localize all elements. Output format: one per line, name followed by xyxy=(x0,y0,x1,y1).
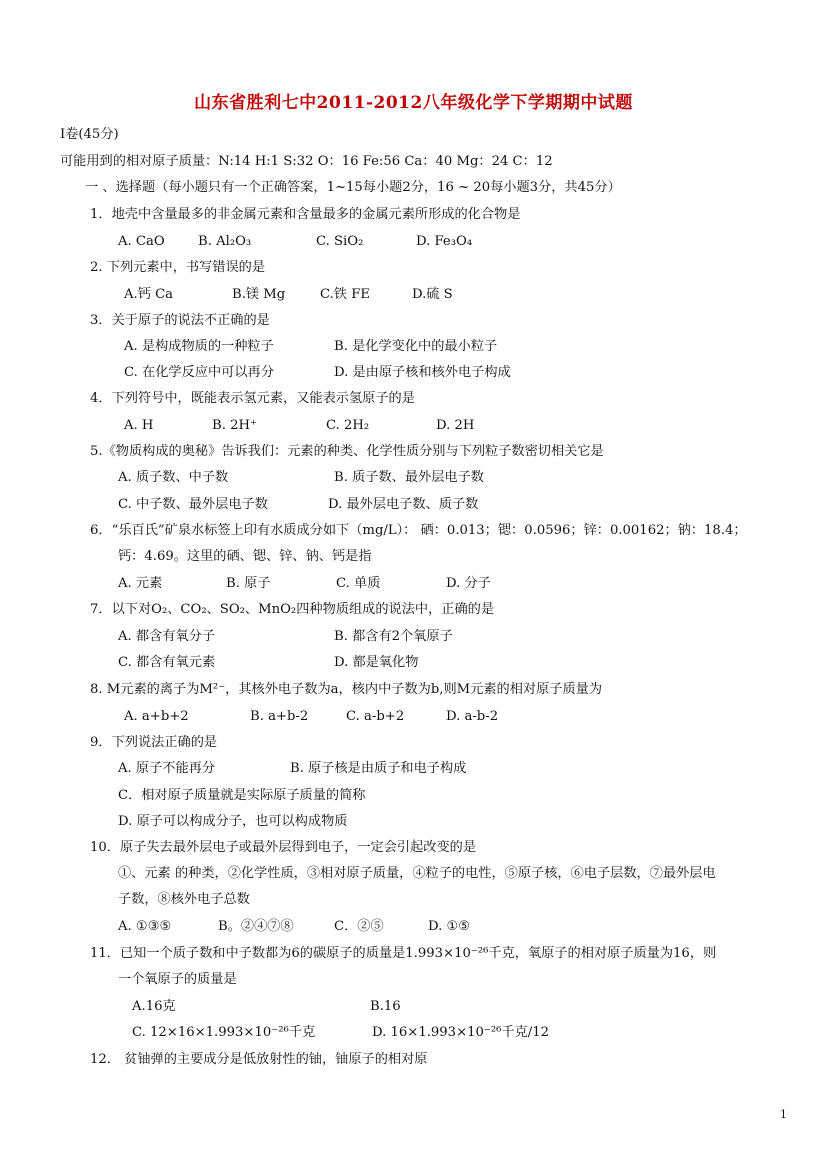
question-6-stem: 6．“乐百氏”矿泉水标签上印有水质成分如下（mg/L）： 硒：0.013；锶：0.0596；锌：0.00162；钠：18.4； xyxy=(90,523,747,538)
question-6-stem-cont: 钙：4.69。这里的硒、锶、锌、钠、钙是指 xyxy=(118,549,372,564)
question-1-options xyxy=(118,233,718,251)
question-11-options-ab xyxy=(132,998,732,1016)
question-3-options-cd xyxy=(124,364,724,382)
option-c: C.铁 FE xyxy=(320,287,370,302)
option-b: B. 2H⁺ xyxy=(212,418,257,433)
option-b: B. 是化学变化中的最小粒子 xyxy=(334,339,498,354)
atomic-masses: 可能用到的相对原子质量：N:14 H:1 S:32 O：16 Fe:56 Ca：40 Mg：24 C：12 xyxy=(60,154,553,169)
part-heading: 一 、选择题（每小题只有一个正确答案，1~15每小题2分，16 ~ 20每小题3分，共45分） xyxy=(85,180,621,195)
question-9-stem: 9．下列说法正确的是 xyxy=(90,735,218,750)
option-c: C．②⑤ xyxy=(334,919,384,934)
page-number: 1 xyxy=(780,1108,787,1121)
question-2-stem: 2. 下列元素中，书写错误的是 xyxy=(90,260,266,275)
option-b: B。②④⑦⑧ xyxy=(218,919,294,934)
option-a: A. a+b+2 xyxy=(124,709,189,724)
option-a: A.16克 xyxy=(132,999,176,1014)
option-c: C. 2H₂ xyxy=(326,418,370,433)
option-b: B. 质子数、最外层电子数 xyxy=(334,470,484,485)
question-3-stem: 3．关于原子的说法不正确的是 xyxy=(90,313,270,328)
option-b: B.16 xyxy=(370,999,401,1014)
option-a: A. ①③⑤ xyxy=(118,919,172,934)
question-11-stem-cont: 一个氧原子的质量是 xyxy=(118,972,237,987)
question-5-stem: 5.《物质构成的奥秘》告诉我们：元素的种类、化学性质分别与下列粒子数密切相关它是 xyxy=(90,444,604,459)
question-9-option-d: D. 原子可以构成分子，也可以构成物质 xyxy=(118,814,348,829)
option-a: A. 都含有氧分子 xyxy=(118,629,216,644)
question-6-options xyxy=(118,575,718,593)
option-c: C. 12×16×1.993×10⁻²⁶千克 xyxy=(132,1025,316,1040)
option-d: D. 分子 xyxy=(446,576,491,591)
option-a: A. 质子数、中子数 xyxy=(118,470,229,485)
option-d: D. 都是氧化物 xyxy=(334,655,419,670)
option-d: D. 2H xyxy=(436,418,475,433)
option-d: D. 最外层电子数、质子数 xyxy=(328,497,479,512)
option-a: A. 元素 xyxy=(118,576,163,591)
section-label: Ⅰ卷(45分) xyxy=(60,127,119,142)
question-3-options-ab xyxy=(124,338,724,356)
option-c: C. 单质 xyxy=(336,576,381,591)
question-8-options xyxy=(124,708,724,726)
option-b: B.镁 Mg xyxy=(232,287,286,302)
question-10-stem-cont: ①、元素 的种类，②化学性质，③相对原子质量，④粒子的电性，⑤原子核，⑥电子层数，⑦最外层电 xyxy=(118,866,716,881)
option-d: D. a-b-2 xyxy=(446,709,499,724)
question-9-option-c: C．相对原子质量就是实际原子质量的简称 xyxy=(118,788,366,803)
option-c: C. 在化学反应中可以再分 xyxy=(124,365,274,380)
page-title: 山东省胜利七中2011-2012八年级化学下学期期中试题 xyxy=(194,93,633,113)
question-10-stem-cont2: 子数，⑧核外电子总数 xyxy=(118,892,250,907)
question-7-stem: 7．以下对O₂、CO₂、SO₂、MnO₂四种物质组成的说法中，正确的是 xyxy=(90,602,495,617)
question-7-options-ab xyxy=(118,628,718,646)
option-c: C. a-b+2 xyxy=(346,709,405,724)
option-a: A. 原子不能再分 xyxy=(118,761,216,776)
question-2-options xyxy=(124,286,724,304)
option-b: B. a+b-2 xyxy=(250,709,309,724)
option-a: A.钙 Ca xyxy=(124,287,174,302)
option-b: B. 原子核是由质子和电子构成 xyxy=(290,761,467,776)
option-b: B. 原子 xyxy=(226,576,271,591)
question-9-options-ab xyxy=(118,760,718,778)
option-d: D.硫 S xyxy=(412,287,453,302)
question-5-options-ab xyxy=(118,469,718,487)
question-10-options xyxy=(118,918,718,936)
question-8-stem: 8. M元素的离子为M²⁻，其核外电子数为a，核内中子数为b,则M元素的相对原子质量为 xyxy=(90,682,603,697)
option-a: A. CaO xyxy=(118,234,165,249)
option-b: B. Al₂O₃ xyxy=(198,234,252,249)
question-4-options xyxy=(124,417,724,435)
option-d: D. 是由原子核和核外电子构成 xyxy=(334,365,511,380)
option-d: D. ①⑤ xyxy=(428,919,471,934)
question-4-stem: 4．下列符号中，既能表示氢元素，又能表示氢原子的是 xyxy=(90,391,415,406)
question-5-options-cd xyxy=(118,496,718,514)
option-c: C. SiO₂ xyxy=(316,234,364,249)
option-c: C. 都含有氧元素 xyxy=(118,655,216,670)
option-d: D. 16×1.993×10⁻²⁶千克/12 xyxy=(372,1025,550,1040)
option-a: A. H xyxy=(124,418,154,433)
question-10-stem: 10．原子失去最外层电子或最外层得到电子，一定会引起改变的是 xyxy=(90,840,477,855)
option-d: D. Fe₃O₄ xyxy=(416,234,473,249)
question-12-stem: 12． 贫铀弹的主要成分是低放射性的铀，铀原子的相对原 xyxy=(90,1052,428,1067)
option-c: C. 中子数、最外层电子数 xyxy=(118,497,268,512)
question-7-options-cd xyxy=(118,654,718,672)
question-11-stem: 11．已知一个质子数和中子数都为6的碳原子的质量是1.993×10⁻²⁶千克，氧原子的相对原子质量为16，则 xyxy=(90,946,717,961)
option-a: A. 是构成物质的一种粒子 xyxy=(124,339,274,354)
option-b: B. 都含有2个氧原子 xyxy=(334,629,453,644)
question-11-options-cd xyxy=(132,1024,732,1042)
question-1-stem: 1．地壳中含量最多的非金属元素和含量最多的金属元素所形成的化合物是 xyxy=(90,207,521,222)
